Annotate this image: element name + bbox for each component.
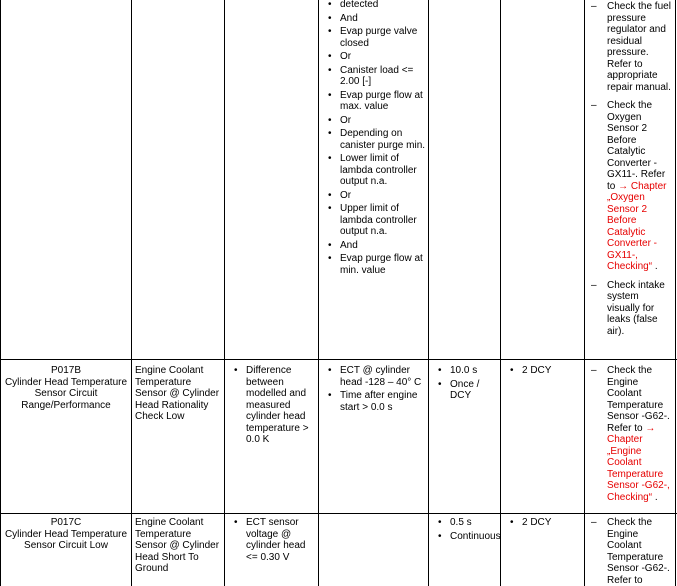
malfunction-cell xyxy=(230,365,316,448)
condition-item: • Canister load <= 2.00 [-] xyxy=(324,65,426,88)
malfunction-item: • ECT sensor voltage @ cylinder head <= 0.30 V xyxy=(230,517,316,563)
dtc-description: Cylinder Head Temperature Sensor Circuit Range/Performance xyxy=(4,376,128,411)
condition-item: • And xyxy=(324,13,426,25)
top-conditions-cell xyxy=(324,0,426,278)
time-item: • Once / DCY xyxy=(434,379,498,402)
mil-item: • 2 DCY xyxy=(506,517,582,529)
grid-vline xyxy=(131,0,132,586)
time-cell xyxy=(434,365,498,404)
condition-item: • ECT @ cylinder head -128 – 40° C xyxy=(324,365,426,388)
condition-item: • Or xyxy=(324,51,426,63)
condition-item: • Evap purge flow at min. value xyxy=(324,253,426,276)
action-text: Check the Oxygen Sensor 2 Before Catalytic Converter -GX11-. Refer to xyxy=(607,100,666,192)
action-cell xyxy=(591,365,671,510)
conditions-cell xyxy=(324,365,426,415)
condition-item: • Or xyxy=(324,115,426,127)
dtc-code: P017C xyxy=(50,517,82,528)
action-text: Check the Engine Coolant Temperature Sensor -G62-. Refer to xyxy=(607,365,670,434)
action-text: Check the fuel pressure regulator and residual pressure. Refer to appropriate repair manual. xyxy=(607,1,671,93)
mil-cell xyxy=(506,517,582,531)
chapter-link[interactable]: → Chapter „Engine Coolant Temperature Sensor -G62-, Checking“ xyxy=(607,422,670,503)
grid-vline xyxy=(0,0,1,586)
malfunction-cell xyxy=(230,517,316,565)
grid-vline xyxy=(584,0,585,586)
time-item: • 0.5 s xyxy=(434,517,498,529)
top-actions-list xyxy=(591,1,671,337)
code-cell xyxy=(1,365,131,411)
action-text: Check intake system visually for leaks (false air). xyxy=(607,279,665,337)
grid-vline xyxy=(224,0,225,586)
action-tail: . xyxy=(654,491,658,503)
condition-item: • Lower limit of lambda controller output n.a. xyxy=(324,153,426,188)
time-item: • 10.0 s xyxy=(434,365,498,377)
action-item xyxy=(591,1,671,93)
top-conditions-list xyxy=(324,0,426,276)
grid-vline xyxy=(428,0,429,586)
condition-item: • Or xyxy=(324,190,426,202)
condition-item: • Time after engine start > 0.0 s xyxy=(324,390,426,413)
malfunction-item: • Difference between modelled and measured cylinder head temperature > 0.0 K xyxy=(230,365,316,446)
action-text: Check the Engine Coolant Temperature Sensor -G62-. Refer to xyxy=(607,517,670,586)
condition-item: • Upper limit of lambda controller output n.a. xyxy=(324,203,426,238)
grid-vline xyxy=(500,0,501,586)
condition-item: • Evap purge flow at max. value xyxy=(324,90,426,113)
action-cell xyxy=(591,517,671,586)
code-cell xyxy=(1,517,131,552)
time-item: • Continuous xyxy=(434,531,498,543)
mil-cell xyxy=(506,365,582,379)
grid-vline xyxy=(675,0,676,586)
chapter-link[interactable]: → Chapter „Oxygen Sensor 2 Before Catalytic Converter -GX11-, Checking“ xyxy=(607,180,667,272)
condition-item: • Depending on canister purge min. xyxy=(324,128,426,151)
strategy-cell: Engine Coolant Temperature Sensor @ Cylinder Head Rationality Check Low xyxy=(135,365,220,422)
mil-item: • 2 DCY xyxy=(506,365,582,377)
condition-item: • detected xyxy=(324,0,426,11)
dtc-code: P017B xyxy=(50,365,82,376)
action-item xyxy=(591,280,671,338)
grid-vline xyxy=(318,0,319,586)
action-item xyxy=(591,100,671,273)
time-cell xyxy=(434,517,501,544)
grid-hline xyxy=(0,513,677,514)
condition-item: • And xyxy=(324,240,426,252)
action-item xyxy=(591,365,671,503)
strategy-cell: Engine Coolant Temperature Sensor @ Cylinder Head Short To Ground xyxy=(135,517,220,574)
action-item xyxy=(591,517,671,586)
grid-hline xyxy=(0,359,677,360)
condition-item: • Evap purge valve closed xyxy=(324,26,426,49)
top-actions-cell xyxy=(591,1,671,344)
action-tail: . xyxy=(654,261,658,272)
dtc-description: Cylinder Head Temperature Sensor Circuit Low xyxy=(4,528,128,551)
